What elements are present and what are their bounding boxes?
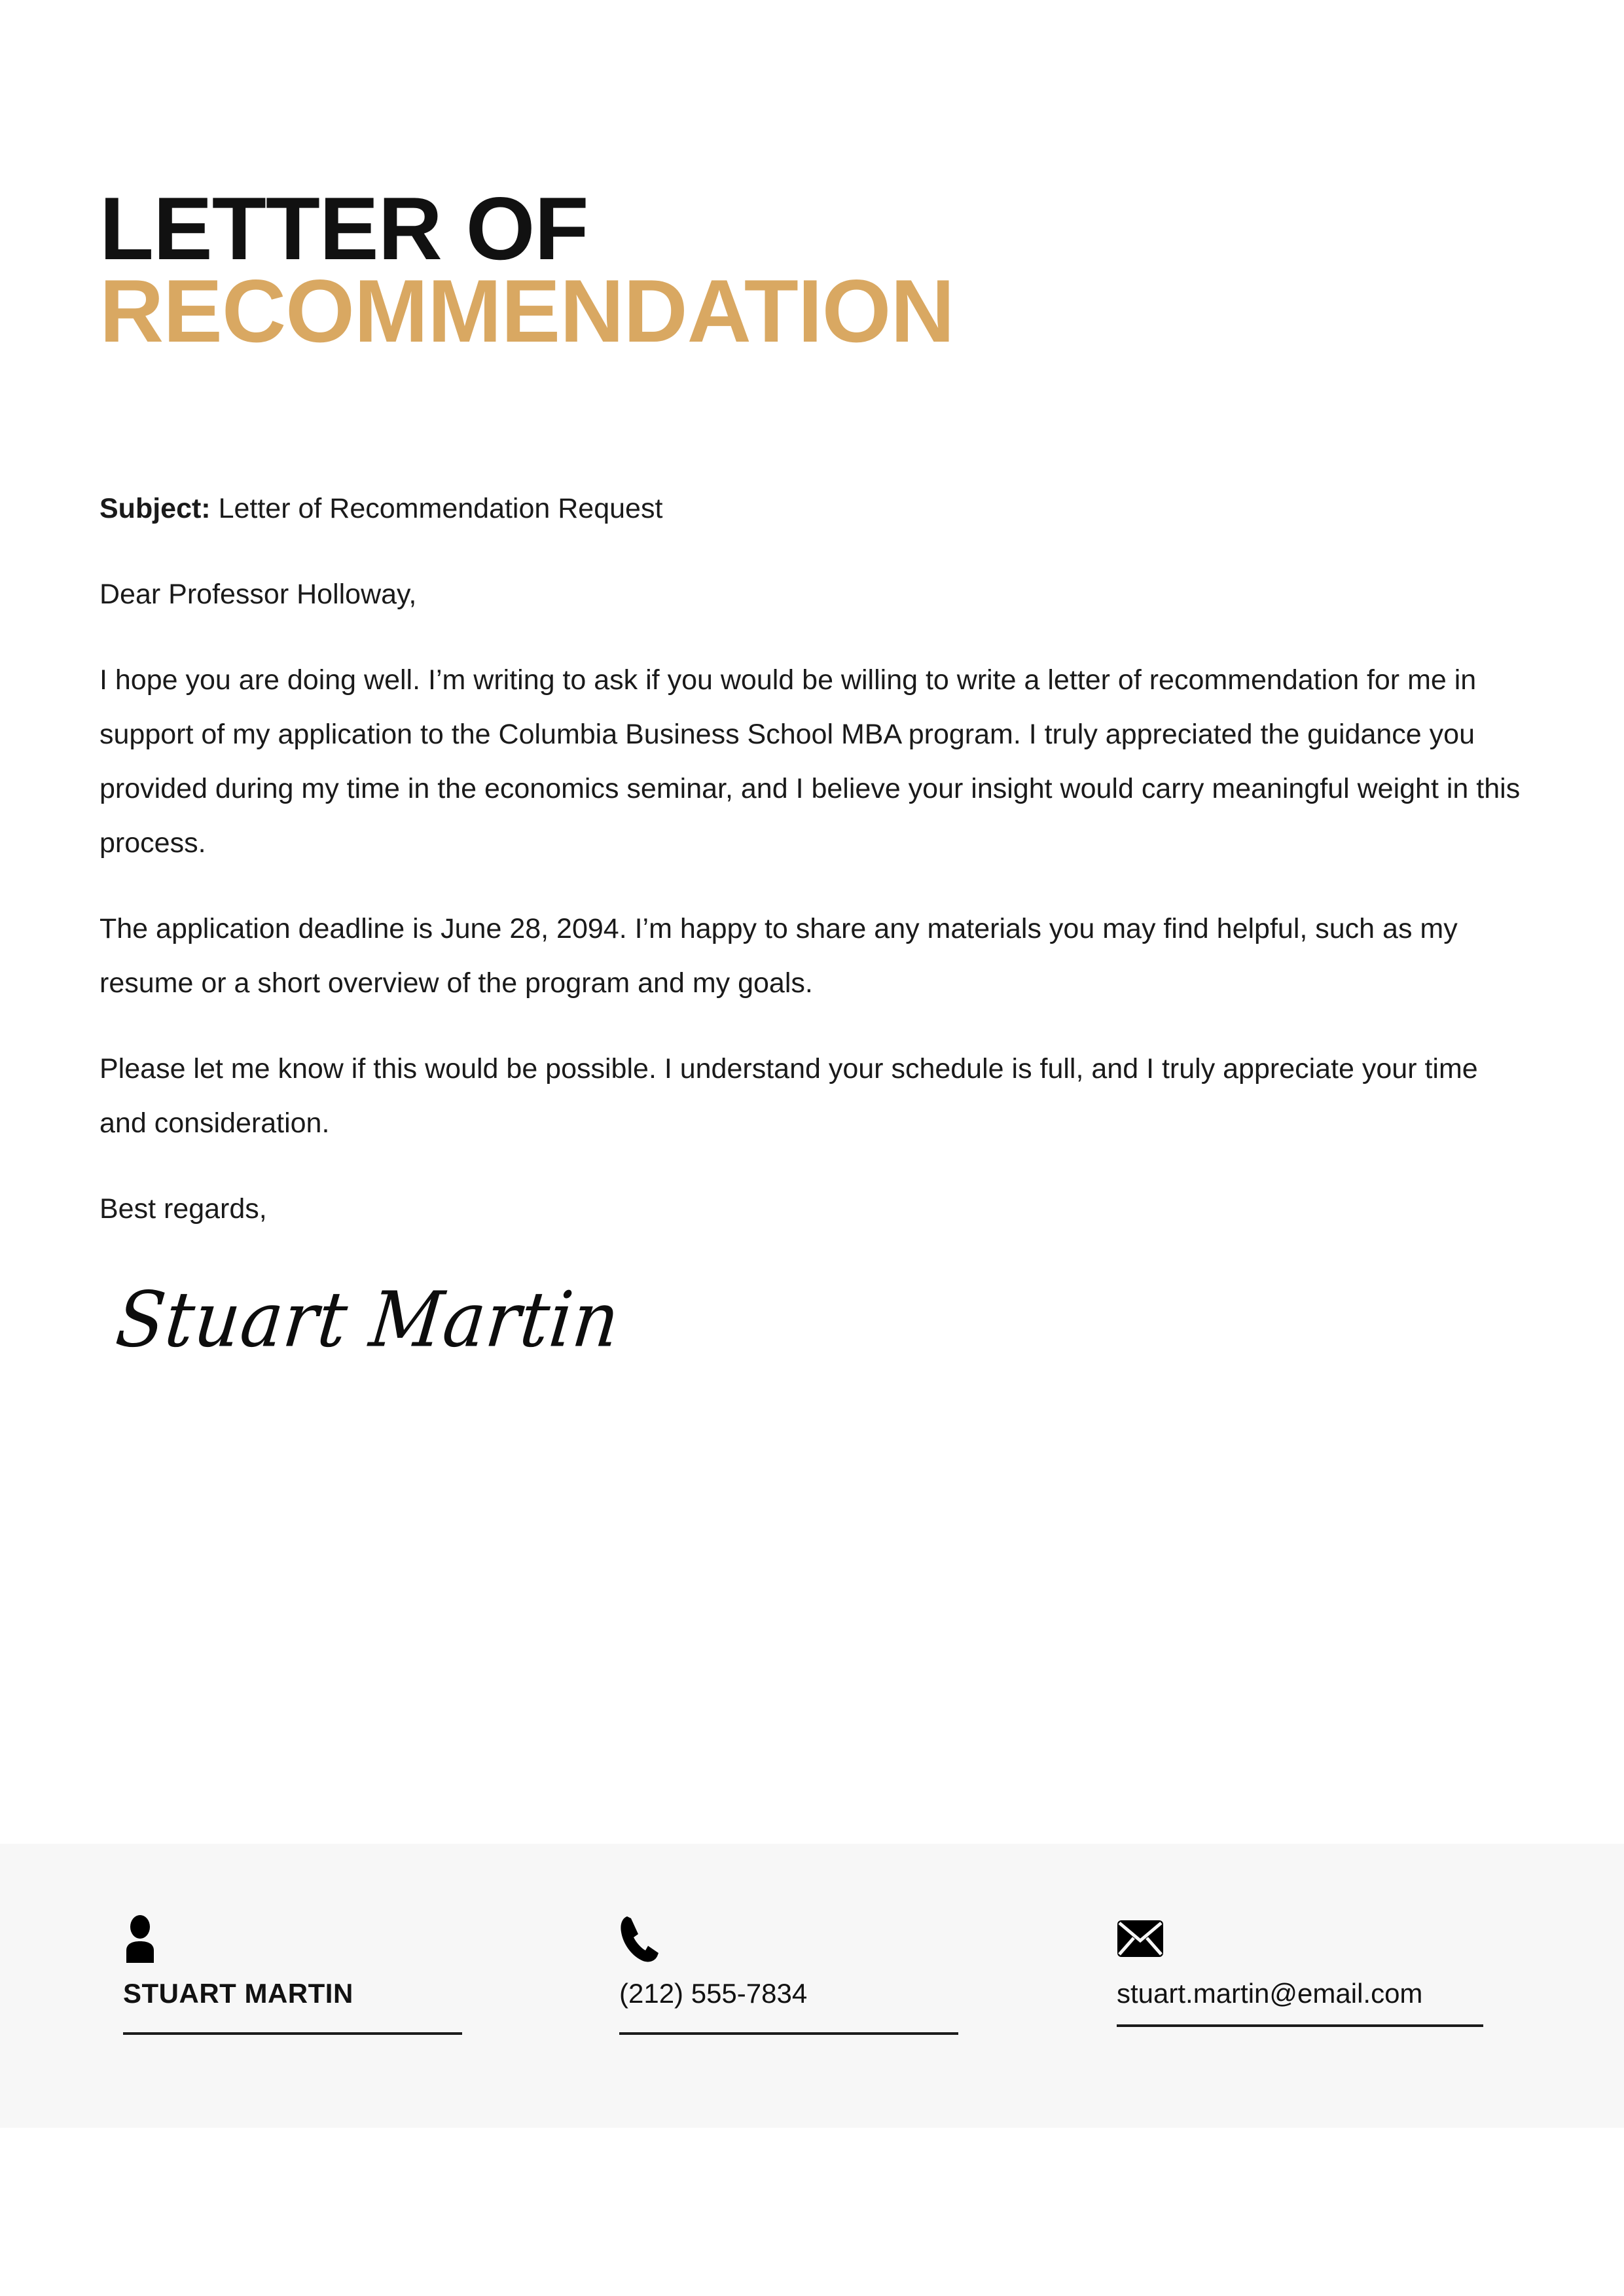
footer-rule-phone (619, 2032, 958, 2035)
signoff: Best regards, (99, 1193, 267, 1225)
footer-rule-name (123, 2032, 462, 2035)
paragraph-1: I hope you are doing well. I’m writing to ask if you would be willing to write a letter of recommendation for me in support of my application to the Columbia Business School MBA program. I truly appreciated the guidance you provided during my time in the economics seminar, and I believe your insight would carry meaningful weight in this process. (99, 664, 1521, 859)
title-line-primary: LETTER OF (99, 179, 588, 278)
footer-contact-band (0, 1844, 1624, 2128)
footer-phone-value: (212) 555-7834 (619, 1978, 808, 2009)
footer-name-value: STUART MARTIN (123, 1978, 353, 2009)
paragraph-3: Please let me know if this would be possible. I understand your schedule is full, and I truly appreciate your time and consideration. (99, 1052, 1478, 1139)
paragraph-2: The application deadline is June 28, 2094. I’m happy to share any materials you may find helpful, such as my resume or a short overview of the program and my goals. (99, 912, 1458, 999)
subject-label: Subject: (99, 493, 211, 524)
subject-value: Letter of Recommendation Request (210, 493, 663, 524)
footer-columns (0, 1844, 1624, 2128)
footer-email-value: stuart.martin@email.com (1117, 1978, 1423, 2009)
person-icon (123, 1914, 529, 1963)
footer-column-name (123, 1914, 529, 2035)
footer-column-phone (619, 1914, 1025, 2035)
footer-rule-email (1117, 2024, 1483, 2027)
letter-body (99, 482, 1530, 1268)
subject-line (99, 482, 1530, 536)
title-line-accent: RECOMMENDATION (99, 261, 954, 361)
envelope-icon (1117, 1914, 1523, 1963)
phone-icon (619, 1914, 1025, 1963)
salutation: Dear Professor Holloway, (99, 578, 417, 610)
document-title (99, 179, 1526, 361)
footer-column-email (1117, 1914, 1523, 2027)
signature-stuart-martin: Stuart Martin (112, 1276, 624, 1365)
